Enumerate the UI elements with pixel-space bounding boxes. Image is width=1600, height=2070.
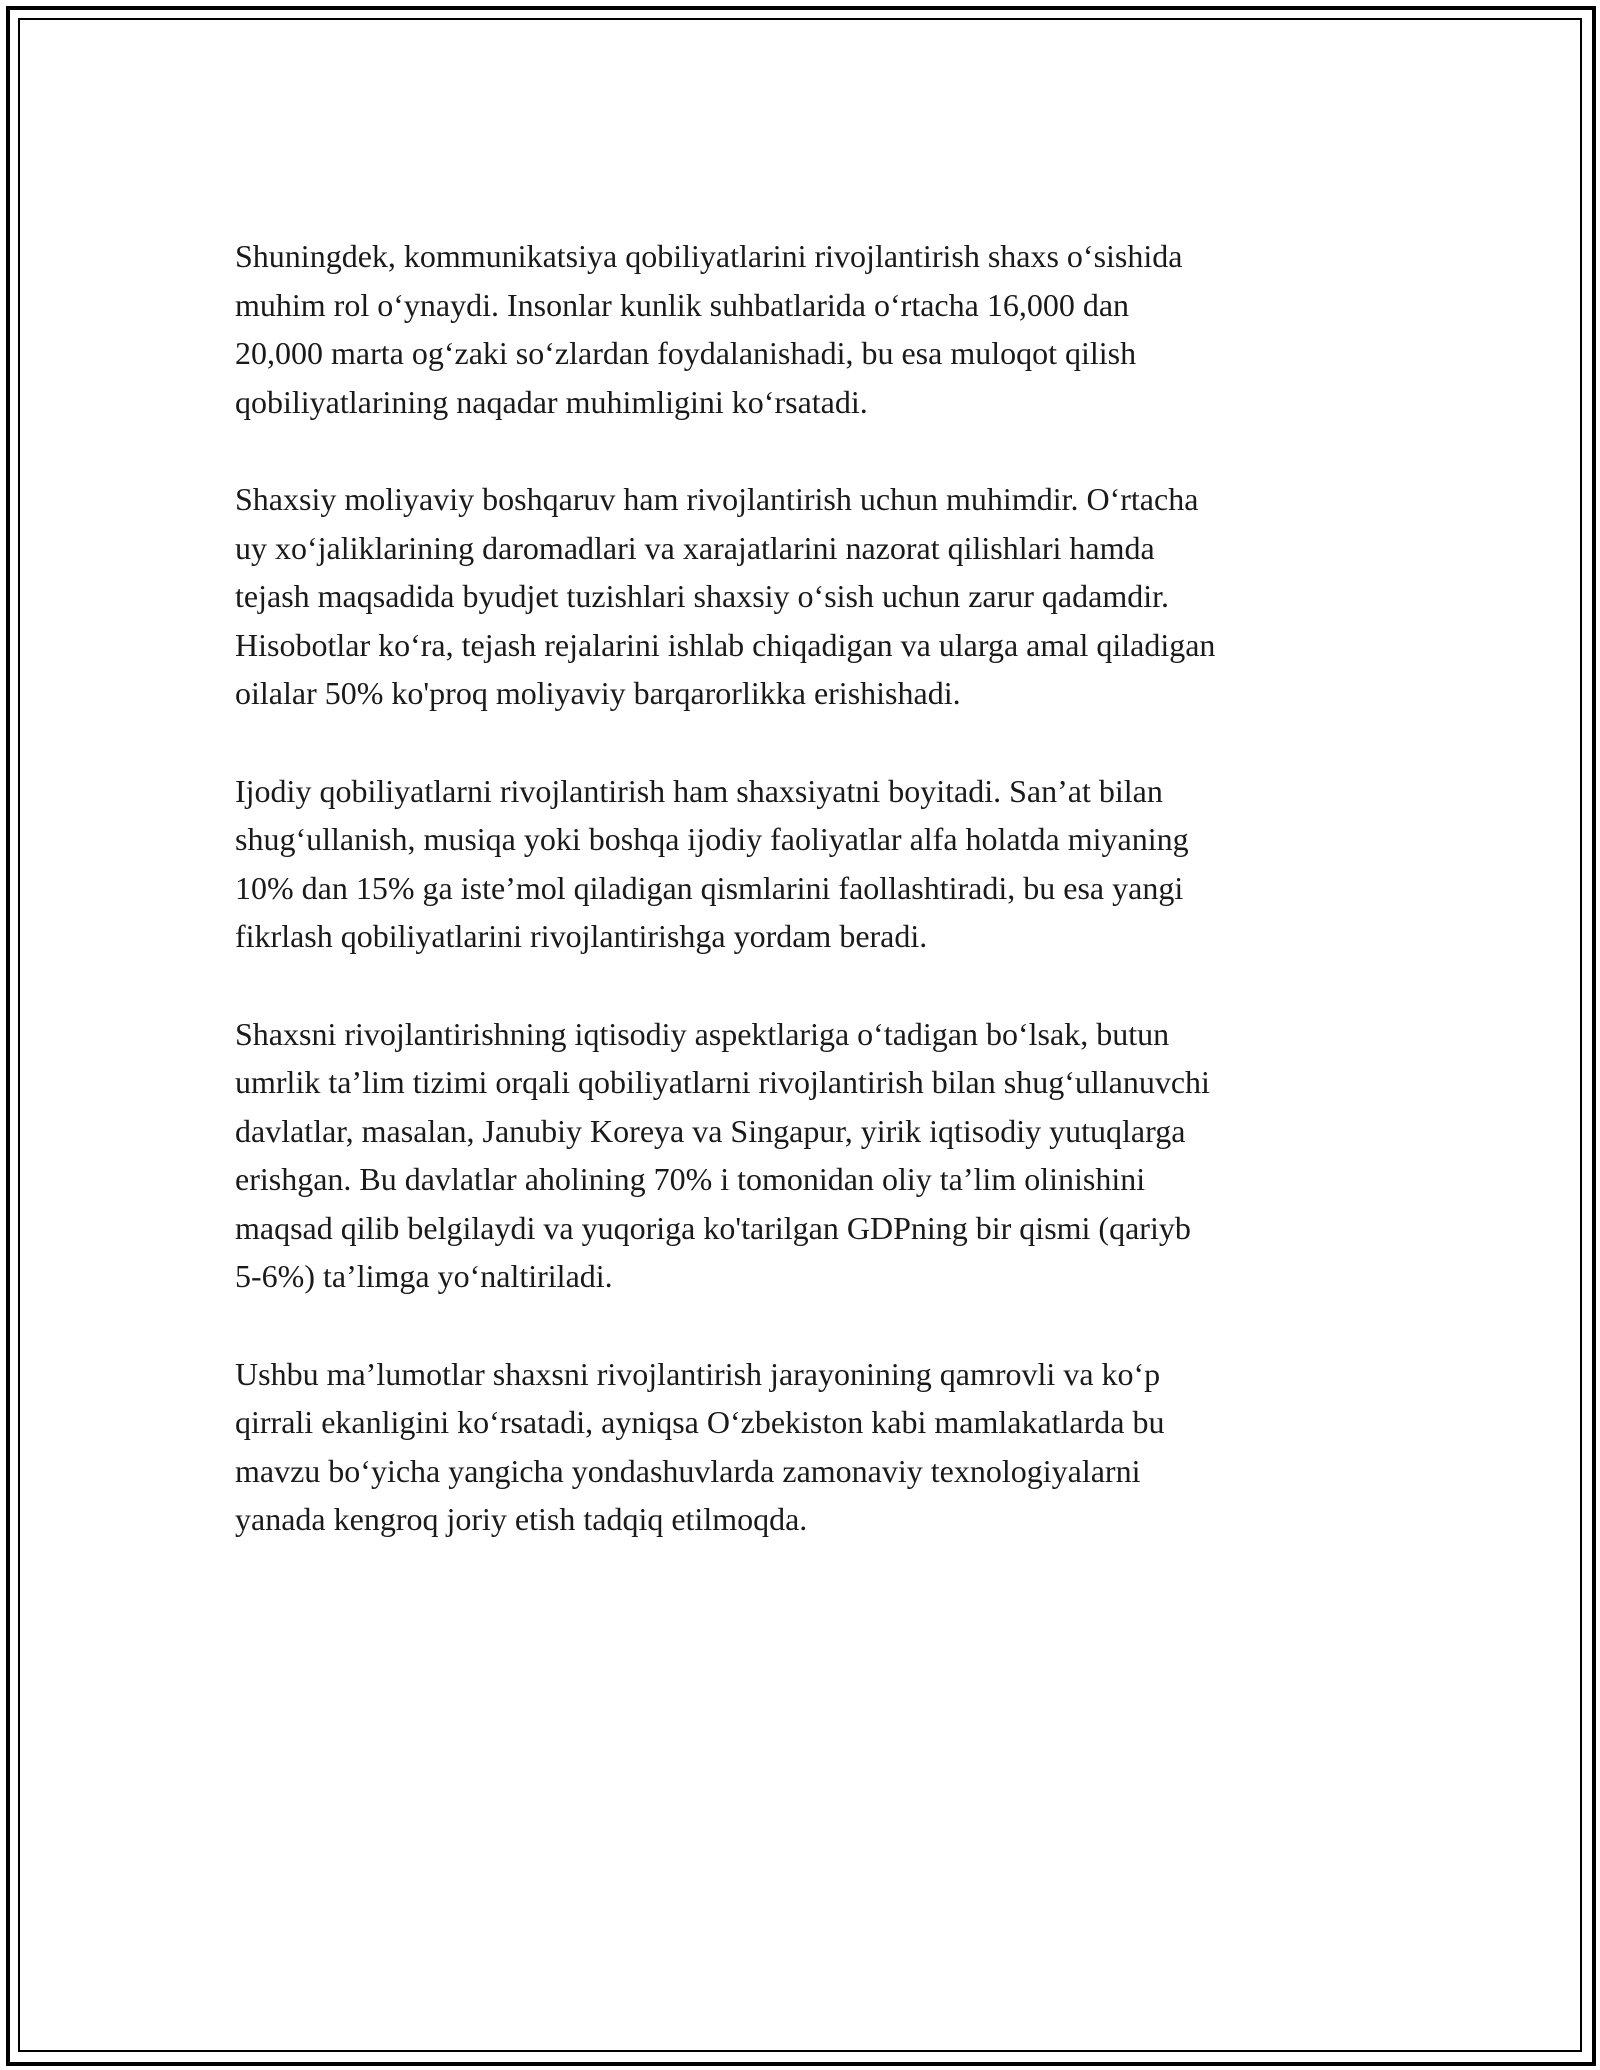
paragraph-economics [235, 1010, 1385, 1301]
text-line: Hisobotlar ko‘ra, tejash rejalarini ishlab chiqadigan va ularga amal qiladigan [235, 626, 1216, 663]
paragraph-communication [235, 232, 1385, 426]
text-line: 5-6%) ta’limga yo‘naltiriladi. [235, 1258, 613, 1294]
text-line: Shuningdek, kommunikatsiya qobiliyatlarini rivojlantirish shaxs o‘sishida [235, 238, 1183, 274]
text-line: yanada kengroq joriy etish tadqiq etilmoqda. [235, 1501, 808, 1537]
text-line: 20,000 marta og‘zaki so‘zlardan foydalanishadi, bu esa muloqot qilish [235, 335, 1137, 371]
paragraph-creativity [235, 767, 1385, 961]
text-line: umrlik ta’lim tizimi orqali qobiliyatlarni rivojlantirish bilan shug‘ullanuvchi [235, 1064, 1210, 1100]
text-line: fikrlash qobiliyatlarini rivojlantirishga yordam beradi. [235, 918, 928, 954]
text-line: oilalar 50% ko'proq moliyaviy barqarorlikka erishishadi. [235, 675, 961, 711]
text-line: qirrali ekanligini ko‘rsatadi, ayniqsa O‘zbekiston kabi mamlakatlarda bu [235, 1404, 1165, 1440]
text-line: erishgan. Bu davlatlar aholining 70% i tomonidan oliy ta’lim olinishini [235, 1161, 1146, 1197]
paragraph-finance [235, 475, 1385, 718]
paragraph-conclusion [235, 1350, 1385, 1544]
text-line: davlatlar, masalan, Janubiy Koreya va Singapur, yirik iqtisodiy yutuqlarga [235, 1112, 1186, 1149]
text-line: Ijodiy qobiliyatlarni rivojlantirish ham shaxsiyatni boyitadi. San’at bilan [235, 772, 1163, 809]
text-line: Ushbu ma’lumotlar shaxsni rivojlantirish jarayonining qamrovli va ko‘p [235, 1355, 1161, 1392]
text-line: qobiliyatlarining naqadar muhimligini ko‘rsatadi. [235, 383, 868, 420]
text-line: uy xo‘jaliklarining daromadlari va xarajatlarini nazorat qilishlari hamda [235, 529, 1155, 566]
text-line: shug‘ullanish, musiqa yoki boshqa ijodiy faoliyatlar alfa holatda miyaning [235, 821, 1189, 857]
text-line: maqsad qilib belgilaydi va yuqoriga ko'tarilgan GDPning bir qismi (qariyb [235, 1209, 1191, 1246]
text-line: 10% dan 15% ga iste’mol qiladigan qismlarini faollashtiradi, bu esa yangi [235, 869, 1184, 906]
text-line: muhim rol o‘ynaydi. Insonlar kunlik suhbatlarida o‘rtacha 16,000 dan [235, 286, 1130, 323]
text-line: Shaxsni rivojlantirishning iqtisodiy aspektlariga o‘tadigan bo‘lsak, butun [235, 1015, 1170, 1052]
text-line: mavzu bo‘yicha yangicha yondashuvlarda zamonaviy texnologiyalarni [235, 1452, 1141, 1489]
document-body [235, 232, 1385, 1593]
text-line: tejash maqsadida byudjet tuzishlari shaxsiy o‘sish uchun zarur qadamdir. [235, 578, 1169, 614]
text-line: Shaxsiy moliyaviy boshqaruv ham rivojlantirish uchun muhimdir. O‘rtacha [235, 481, 1199, 517]
